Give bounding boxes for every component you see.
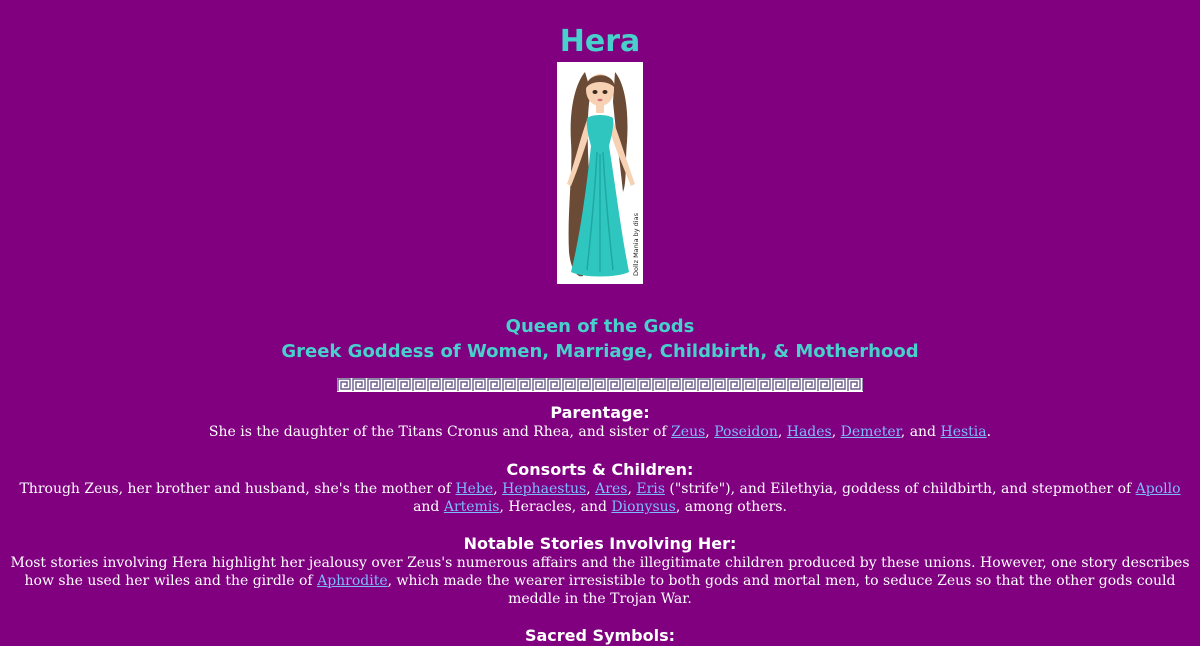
text-span: , [777,424,787,440]
link-apollo[interactable]: Apollo [1135,481,1181,497]
link-ares[interactable]: Ares [595,481,628,497]
stories-text [0,554,1200,608]
greek-key-divider [337,378,863,392]
link-aphrodite[interactable]: Aphrodite [317,573,388,589]
stories-heading: Notable Stories Involving Her: [463,534,737,553]
symbols-heading: Sacred Symbols: [524,626,676,645]
text-span: She is the daughter of the Titans Cronus and Rhea, and sister of [208,424,672,440]
link-poseidon[interactable]: Poseidon [714,424,778,440]
link-hades[interactable]: Hades [786,424,832,440]
text-span: , [493,481,503,497]
portrait-caption: Dollz Mania by dias [632,213,640,276]
text-span: , [831,424,841,440]
parentage-text [0,423,1200,441]
section-parentage [0,403,1200,441]
link-dionysus[interactable]: Dionysus [611,499,676,515]
text-span: , and [900,424,941,440]
text-span: , among others. [675,499,787,515]
consorts-text [0,480,1200,516]
link-demeter[interactable]: Demeter [840,424,901,440]
link-hebe[interactable]: Hebe [455,481,494,497]
section-consorts [0,460,1200,516]
link-hestia[interactable]: Hestia [940,424,987,440]
subtitle-domains: Greek Goddess of Women, Marriage, Childbirth, & Motherhood [281,341,919,362]
text-span: , which made the wearer irresistible to both gods and mortal men, to seduce Zeus so that the other gods could meddle in the Trojan War. [387,573,1176,607]
hera-portrait [557,62,643,284]
section-symbols [0,626,1200,646]
text-span: . [986,424,992,440]
link-zeus[interactable]: Zeus [671,424,706,440]
eye-left [593,90,598,94]
text-span: ("strife"), and Eilethyia, goddess of childbirth, and stepmother of [664,481,1136,497]
parentage-heading: Parentage: [550,403,650,422]
text-span: Most stories involving Hera highlight her jealousy over Zeus's numerous affairs and the illegitimate children produced by these unions. However, one story describes how she used her wiles and the girdle of [10,555,1190,589]
text-span: , [586,481,596,497]
text-span: , [627,481,637,497]
link-artemis[interactable]: Artemis [443,499,500,515]
eye-right [603,90,608,94]
text-span: and [413,499,444,515]
page-title: Hera [559,24,641,59]
subtitle-queen: Queen of the Gods [505,316,695,337]
section-stories [0,534,1200,608]
link-hephaestus[interactable]: Hephaestus [502,481,587,497]
link-eris[interactable]: Eris [636,481,665,497]
text-span: , Heracles, and [499,499,612,515]
text-span: , [705,424,715,440]
consorts-heading: Consorts & Children: [506,460,694,479]
mouth [598,99,603,101]
neck [596,105,604,113]
text-span: Through Zeus, her brother and husband, she's the mother of [19,481,456,497]
